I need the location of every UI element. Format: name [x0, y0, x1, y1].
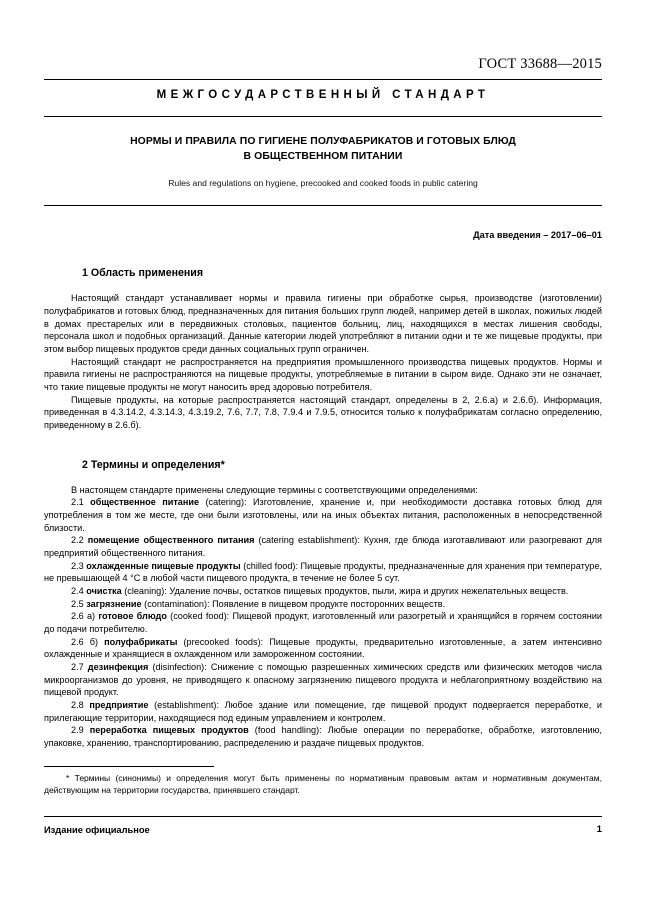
- term-name: общественное питание: [90, 497, 200, 508]
- term-definition: (catering): Изготовление, хранение и, при необходимости доставка готовых блюд для употребления в том же месте, где они были изготовлены, или на иных объектах питания, расположенных в непосредственной близости.: [44, 497, 602, 533]
- term-name: переработка пищевых продуктов: [89, 725, 249, 736]
- paragraph-terms-intro: В настоящем стандарте применены следующие термины с соответствующими определениями:: [71, 484, 478, 495]
- footer-row: [44, 824, 602, 835]
- term-number: 2.3: [71, 560, 87, 571]
- term-name: охлажденные пищевые продукты: [86, 560, 241, 571]
- term-entry-2-3: [44, 560, 602, 585]
- interstate-standard-label: МЕЖГОСУДАРСТВЕННЫЙ СТАНДАРТ: [156, 89, 490, 101]
- footer-divider: [44, 816, 602, 817]
- page-title-line-2: В ОБЩЕСТВЕННОМ ПИТАНИИ: [243, 151, 403, 163]
- page-title: [44, 134, 602, 164]
- page-content: [44, 0, 602, 796]
- paragraph-scope-3: Пищевые продукты, на которые распространяется настоящий стандарт, определены в 2, 2.6.а) и 2.6.б). Информация, приведенная в 4.3.14.2, 4.3.14.3, 4.3.19.2, 7.6, 7.7, 7.8, 7.9.4 и 7.9.5, относится только к полуфабрикатам согласно определению, приведенному в 2.6.б).: [44, 394, 602, 430]
- page-footer: [44, 816, 602, 835]
- introduction-date: Дата введения – 2017–06–01: [473, 230, 602, 241]
- term-name: предприятие: [89, 699, 149, 710]
- page-title-line-1: НОРМЫ И ПРАВИЛА ПО ГИГИЕНЕ ПОЛУФАБРИКАТОВ И ГОТОВЫХ БЛЮД: [130, 136, 516, 147]
- term-name: очистка: [86, 585, 122, 596]
- term-definition: (cleaning): Удаление почвы, остатков пищевых продуктов, пыли, жира и других нежелательных веществ.: [121, 585, 569, 596]
- term-definition: (catering establishment): Кухня, где блюда изготавливают или разогревают для предприятий общественного питания.: [44, 535, 602, 558]
- paragraph-scope-1: Настоящий стандарт устанавливает нормы и правила гигиены при обработке сырья, производстве (изготовлении) полуфабрикатов и готовых блюд, предназначенных для питания больших групп людей, например детей в школах, пожилых людей в домах престарелых или в передвижных столовых, пациентов больниц, лиц, находящихся в местах лишения свободы, персонала школ и подобных организаций. Данные категории людей употребляют в питании одни и те же пищевые продукты, при этом выбор пищевых продуктов среди данных социальных групп ограничен.: [44, 293, 602, 354]
- term-name: полуфабрикаты: [104, 636, 178, 647]
- term-number: 2.8: [71, 699, 90, 710]
- official-edition-label: Издание официальное: [44, 825, 150, 835]
- page-number: 1: [596, 824, 602, 835]
- term-number: 2.6 б): [71, 636, 105, 647]
- term-name: загрязнение: [86, 598, 142, 609]
- term-number: 2.5: [71, 598, 87, 609]
- term-entry-2-6-a: [44, 610, 602, 635]
- term-definition: (precooked foods): Пищевые продукты, предварительно изготовленные, а затем интенсивно охлажденные и хранящиеся в охлажденном или замороженном состоянии.: [44, 636, 602, 660]
- term-number: 2.4: [71, 585, 87, 596]
- term-definition: (chilled food): Пищевые продукты, предназначенные для хранения при температуре, не превышающей 4 °С в любой части пищевого продукта, в течение не более 5 сут.: [44, 560, 602, 584]
- term-entry-2-2: [44, 534, 602, 559]
- term-number: 2.2: [71, 535, 88, 546]
- term-number: 2.6 а): [71, 611, 99, 622]
- term-entry-2-6-b: [44, 636, 602, 661]
- term-definition: (cooked food): Пищевой продукт, изготовленный или разогретый и хранящийся в горячем состоянии до подачи потребителю.: [44, 611, 602, 634]
- header-divider-bottom: [44, 116, 602, 117]
- title-divider: [44, 205, 602, 206]
- paragraph-scope-2: Настоящий стандарт не распространяется на предприятия промышленного производства пищевых продуктов. Нормы и правила гигиены не распространяются на пищевые продукты, употребляемые в питании в сыром виде. Однако эти не означает, что такие пищевые продукты не могут наносить вред здоровью потребителя.: [44, 356, 602, 392]
- section-heading-terms: 2 Термины и определения*: [82, 458, 225, 471]
- term-entry-2-4: [44, 585, 602, 598]
- term-number: 2.1: [71, 497, 91, 508]
- term-entry-2-9: [44, 724, 602, 749]
- term-entry-2-7: [44, 661, 602, 699]
- term-name: дезинфекция: [87, 661, 149, 672]
- term-definition: (food handling): Любые операции по переработке, обработке, изготовлению, упаковке, хранению, транспортированию, распределению и раздаче пищевых продуктов.: [44, 725, 602, 748]
- term-definition: (disinfection): Снижение с помощью разрешенных химических средств или физических методов числа микроорганизмов до уровня, не приводящего к опасному загрязнению пищевого продукта и неблагоприятному воздействию на пищевой продукт.: [44, 661, 602, 698]
- term-entry-2-5: [44, 598, 602, 611]
- term-name: помещение общественного питания: [87, 535, 255, 546]
- footnote-text: * Термины (синонимы) и определения могут быть применены по нормативным правовым актам и нормативным документам, действующим на территории государства, принявшего стандарт.: [44, 772, 602, 795]
- footnote-divider: [44, 766, 214, 767]
- term-entry-2-8: [44, 699, 602, 724]
- page-subtitle-english: Rules and regulations on hygiene, precooked and cooked foods in public catering: [168, 178, 478, 189]
- section-heading-scope: 1 Область применения: [82, 267, 204, 280]
- term-number: 2.9: [71, 725, 90, 736]
- term-entry-2-1: [44, 496, 602, 534]
- term-name: готовое блюдо: [98, 611, 167, 622]
- term-definition: (contamination): Появление в пищевом продукте посторонних веществ.: [141, 598, 446, 609]
- term-definition: (establishment): Любое здание или помещение, где пищевой продукт подвергается переработке, и прилегающие территории, находящиеся под единым управлением и контролем.: [44, 699, 602, 723]
- standard-number: ГОСТ 33688—2015: [478, 56, 602, 72]
- term-number: 2.7: [71, 661, 88, 672]
